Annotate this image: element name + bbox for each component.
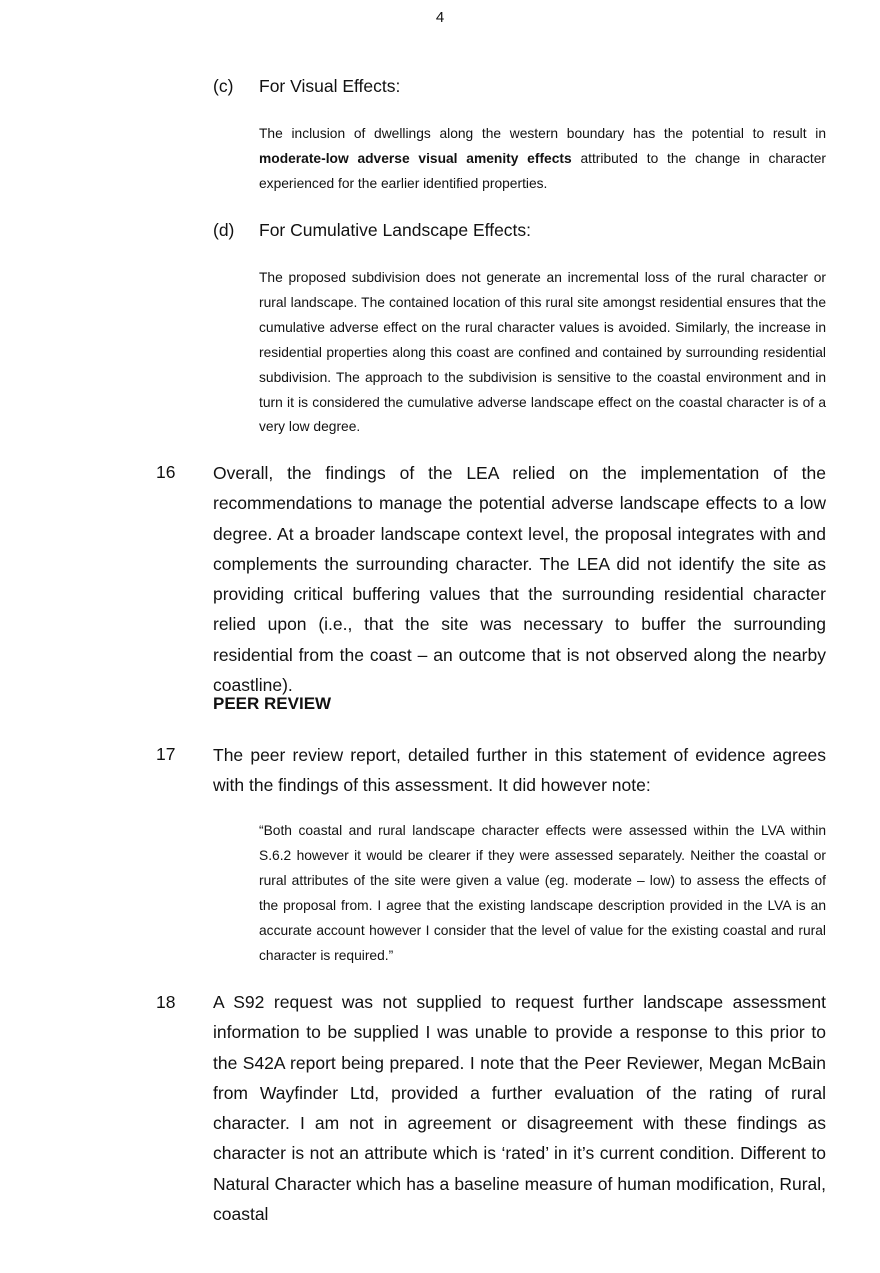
section-heading: PEER REVIEW [213, 694, 332, 713]
text-span: attributed to the change in character experienced for the earlier identified properties. [259, 150, 827, 191]
subsection-c-text [259, 122, 826, 197]
subsection-c-heading [213, 76, 400, 97]
paragraph-number: 17 [156, 744, 176, 764]
text-span: The inclusion of dwellings along the western boundary has the potential to result in [259, 126, 826, 141]
bold-text: moderate-low adverse visual amenity effects [259, 150, 572, 166]
block-quote: “Both coastal and rural landscape character effects were assessed within the LVA within S.6.2 however it would be clearer if they were assessed separately. Neither the coastal or rural attributes of the site were given a value (eg. moderate – low) to assess the effects of the proposal from. I agree that the existing landscape description provided in the LVA is an accurate account however I consider that the level of value for the existing coastal and rural character is required.” [259, 823, 826, 963]
subsection-d-text: The proposed subdivision does not generate an incremental loss of the rural character or rural landscape. The contained location of this rural site amongst residential ensures that the cumulative adverse effect on the rural character values is avoided. Similarly, the increase in residential properties along this coast are confined and contained by surrounding residential subdivision. The approach to the subdivision is sensitive to the coastal environment and in turn it is considered the cumulative adverse landscape effect on the coastal character is of a very low degree. [259, 270, 826, 435]
subsection-d-heading [213, 220, 531, 241]
subsection-title: For Cumulative Landscape Effects: [259, 220, 532, 240]
paragraph-18: A S92 request was not supplied to request further landscape assessment information to be supplied I was unable to provide a response to this prior to the S42A report being prepared. I note that the Peer Reviewer, Megan McBain from Wayfinder Ltd, provided a further evaluation of the rating of rural character. I am not in agreement or disagreement with these findings as character is not an attribute which is ‘rated’ in it’s current condition. Different to Natural Character which has a baseline measure of human modification, Rural, coastal [213, 992, 826, 1225]
subsection-letter: (c) [213, 76, 234, 96]
page-number: 4 [435, 9, 445, 26]
paragraph-number: 18 [156, 992, 176, 1012]
paragraph-number: 16 [156, 462, 176, 482]
subsection-letter: (d) [213, 220, 235, 240]
paragraph-17: The peer review report, detailed further in this statement of evidence agrees with the findings of this assessment. It did however note: [213, 745, 826, 796]
paragraph-16: Overall, the findings of the LEA relied on the implementation of the recommendations to manage the potential adverse landscape effects to a low degree. At a broader landscape context level, the proposal integrates with and complements the surrounding character. The LEA did not identify the site as providing critical buffering values that the surrounding residential character relied upon (i.e., that the site was necessary to buffer the surrounding residential from the coast – an outcome that is not observed along the nearby coastline). [213, 463, 826, 696]
subsection-title: For Visual Effects: [259, 76, 401, 96]
